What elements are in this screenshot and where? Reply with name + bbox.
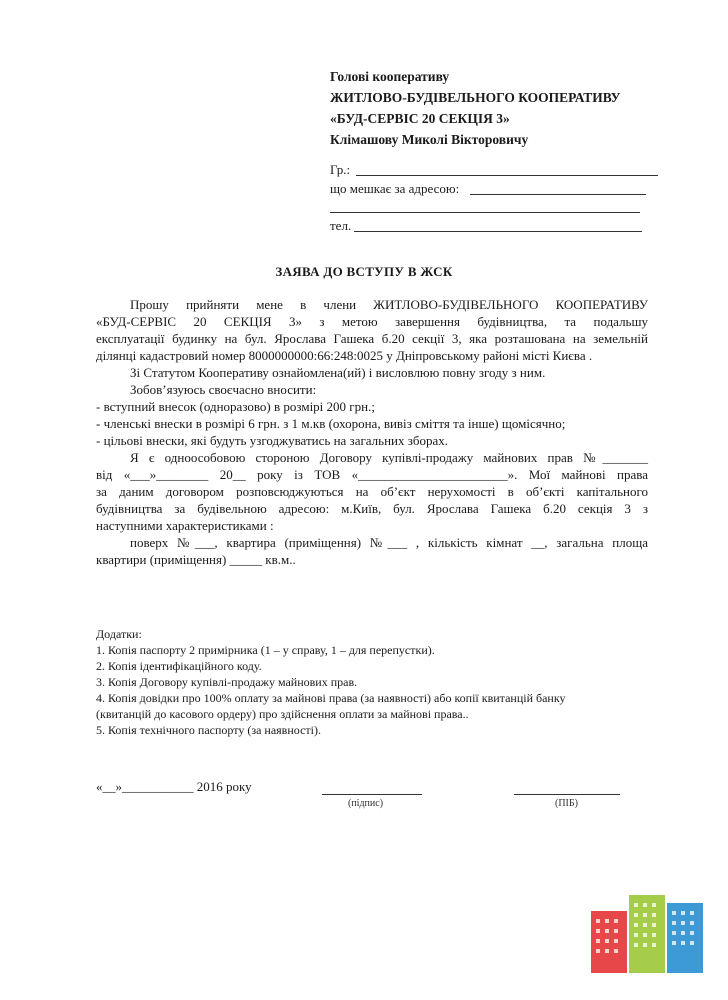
contract-paragraph-line-2: від «___»________ 20__ року із ТОВ «_______________________». Мої майнові права [96,467,648,482]
attachment-item: 1. Копія паспорту 2 примірника (1 – у справу, 1 – для перепустки). [96,643,435,657]
address-line-1[interactable] [470,194,646,195]
addressee-block [330,66,621,150]
contract-paragraph-line-4: будівництва за будівельною адресою: м.Київ, бул. Ярослава Гашека б.20 секція 3 з [96,501,648,516]
attachment-item: 3. Копія Договору купівлі-продажу майнових прав. [96,675,358,689]
request-paragraph-line-3: експлуатації будинку на бул. Ярослава Гашека б.20 секції 3, яка розташована на земельній [96,331,648,346]
signature-caption: (підпис) [348,798,384,809]
addressee-position: Голові кооперативу [330,69,450,84]
full-name-caption: (ПІБ) [555,798,578,809]
citizen-name-line[interactable] [356,175,658,176]
document-title: ЗАЯВА ДО ВСТУПУ В ЖСК [275,264,453,279]
apartment-details-line-1: поверх №___, квартира (приміщення) №___ , кількість кімнат __, загальна площа [130,535,648,550]
red-building-icon [591,911,627,973]
contract-paragraph-line-3: за даним договором розповсюджуються на об’єкт нерухомості в об’єкті капітального [96,484,648,499]
date-field[interactable]: «__»___________ 2016 року [96,779,252,794]
statute-paragraph: Зі Статутом Кооперативу ознайомлена(ий) і висловлюю повну згоду з ним. [130,365,546,380]
address-label: що мешкає за адресою: [330,181,460,196]
phone-line[interactable] [354,231,642,232]
signature-line[interactable] [322,794,422,795]
addressee-org-name: ЖИТЛОВО-БУДІВЕЛЬНОГО КООПЕРАТИВУ [330,90,621,105]
full-name-line[interactable] [514,794,620,795]
addressee-person: Клімашову Миколі Вікторовичу [330,132,529,147]
citizen-label: Гр.: [330,162,351,177]
contract-paragraph-line-5: наступними характеристиками : [96,518,274,533]
attachment-item: 5. Копія технічного паспорту (за наявності). [96,723,321,737]
apartment-details-line-2: квартири (приміщення) _____ кв.м.. [96,552,296,567]
phone-label: тел. [330,218,352,233]
request-paragraph-line-2: «БУД-СЕРВІС 20 СЕКЦІЯ 3» з метою завершення будівництва, та подальшу [96,314,648,329]
request-paragraph-line-1: Прошу прийняти мене в члени ЖИТЛОВО-БУДІВЕЛЬНОГО КООПЕРАТИВУ [130,297,648,312]
obligations-intro: Зобов’язуюсь своєчасно вносити: [130,382,317,397]
attachment-item: 2. Копія ідентифікаційного коду. [96,659,262,673]
blue-building-icon [667,903,703,973]
attachments-list [96,626,656,738]
request-paragraph-line-4: ділянці кадастровий номер 8000000000:66:248:0025 у Дніпровському районі місті Києва . [96,348,593,363]
contract-paragraph-line-1: Я є одноособовою стороною Договору купівлі-продажу майнових прав №_______ [130,450,648,465]
attachment-item: 4. Копія довідки про 100% оплату за майнові права (за наявності) або копії квитанцій банку [96,691,566,705]
addressee-org-quoted: «БУД-СЕРВІС 20 СЕКЦІЯ 3» [330,111,510,126]
green-building-icon [629,895,665,973]
obligation-target-fee: - цільові внески, які будуть узгоджуватись на загальних зборах. [96,433,449,448]
attachments-heading: Додатки: [96,627,142,641]
address-line-2[interactable] [330,212,640,213]
apartment-buildings-logo-icon [591,893,706,973]
obligation-entry-fee: - вступний внесок (одноразово) в розмірі 200 грн.; [96,399,375,414]
attachment-item: (квитанцій до касового ордеру) про здійснення оплати за майнові права.. [96,707,469,721]
obligation-membership-fee: - членські внески в розмірі 6 грн. з 1 м.кв (охорона, вивіз сміття та інше) щомісячно; [96,416,566,431]
